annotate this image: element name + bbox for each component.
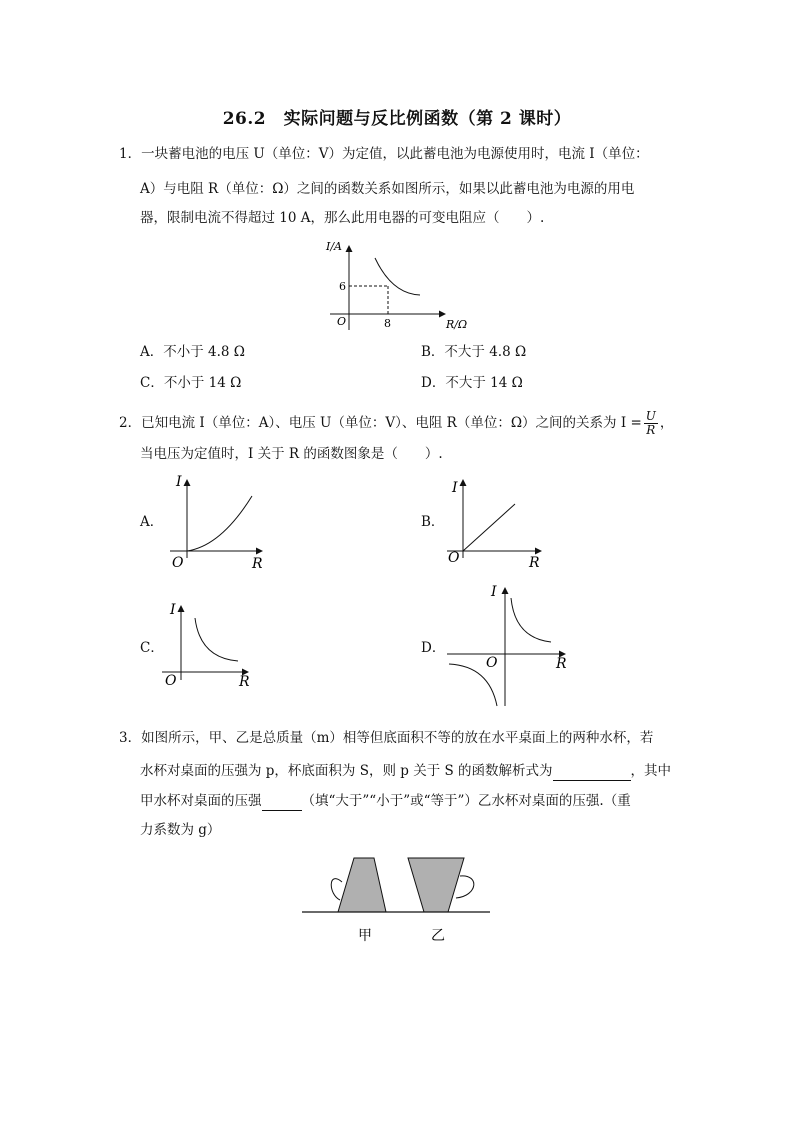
q3-answer-blank-2[interactable] bbox=[262, 796, 302, 811]
q2b-origin: O bbox=[448, 550, 460, 566]
q1-origin: O bbox=[337, 315, 347, 328]
q2-line-1 bbox=[119, 410, 673, 437]
q3-line-2 bbox=[140, 761, 671, 781]
q1-option-d[interactable]: D．不大于 14 Ω bbox=[421, 375, 523, 391]
cup-yi bbox=[408, 858, 464, 912]
q2d-y-label: I bbox=[491, 584, 497, 600]
q1-graph bbox=[320, 232, 480, 336]
q2a-curve bbox=[187, 496, 252, 551]
q1-curve bbox=[375, 258, 420, 295]
q2c-curve bbox=[195, 618, 238, 661]
q2d-curve-q1 bbox=[511, 598, 551, 642]
q1-option-a[interactable]: A．不小于 4.8 Ω bbox=[140, 344, 245, 360]
q3-answer-blank-1[interactable] bbox=[553, 766, 631, 781]
q1-y-label: I/A bbox=[326, 240, 342, 253]
q1-x-tick: 8 bbox=[384, 317, 391, 330]
q2a-origin: O bbox=[172, 555, 184, 571]
q2a-y-label: I bbox=[176, 474, 182, 490]
q2-graph-c[interactable] bbox=[160, 598, 260, 692]
q3-line-3-text-a: 甲水杯对桌面的压强 bbox=[140, 793, 262, 809]
q2-option-c-label[interactable]: C． bbox=[140, 640, 164, 656]
q2a-x-label: R bbox=[252, 556, 263, 572]
q3-line-2-text-a: 水杯对桌面的压强为 p，杯底面积为 S，则 p 关于 S 的函数解析式为 bbox=[140, 763, 553, 779]
q2-graph-a[interactable] bbox=[166, 470, 276, 572]
q2c-origin: O bbox=[165, 673, 177, 689]
q1-option-c[interactable]: C．不小于 14 Ω bbox=[140, 375, 242, 391]
q2-option-b-label[interactable]: B． bbox=[421, 514, 445, 530]
q1-line-3: 器，限制电流不得超过 10 A，那么此用电器的可变电阻应（ ）. bbox=[140, 210, 545, 226]
q3-line-3 bbox=[140, 791, 631, 811]
q2b-line bbox=[463, 504, 515, 551]
q1-line-1: 1．一块蓄电池的电压 U（单位：V）为定值，以此蓄电池为电源使用时，电流 I（单位： bbox=[119, 146, 649, 162]
cup-yi-handle bbox=[456, 876, 474, 898]
q2-option-a-label[interactable]: A． bbox=[140, 514, 164, 530]
fraction-denominator: R bbox=[646, 423, 656, 437]
q2-line-1-end: ， bbox=[659, 415, 674, 431]
q1-option-b[interactable]: B．不大于 4.8 Ω bbox=[421, 344, 527, 360]
q2-line-2: 当电压为定值时，I 关于 R 的函数图象是（ ）. bbox=[140, 446, 443, 462]
cup-jia-handle bbox=[331, 879, 342, 900]
q2c-y-label: I bbox=[170, 602, 176, 618]
q2d-origin: O bbox=[486, 655, 498, 671]
q1-line-2: A）与电阻 R（单位：Ω）之间的函数关系如图所示，如果以此蓄电池为电源的用电 bbox=[140, 181, 635, 197]
page-title: 26.2 实际问题与反比例函数（第 2 课时） bbox=[222, 109, 572, 129]
q3-line-1: 3．如图所示，甲、乙是总质量（m）相等但底面积不等的放在水平桌面上的两种水杯，若 bbox=[119, 730, 654, 746]
q3-cups-figure bbox=[298, 848, 498, 948]
q2-graph-b[interactable] bbox=[445, 472, 555, 572]
fraction-numerator: U bbox=[645, 409, 656, 423]
q2-graph-d[interactable] bbox=[445, 582, 575, 710]
q3-line-4: 力系数为 g） bbox=[140, 822, 221, 838]
label-yi: 乙 bbox=[431, 928, 445, 944]
q1-y-tick: 6 bbox=[339, 280, 346, 293]
cup-jia bbox=[338, 858, 386, 912]
q2c-x-label: R bbox=[239, 674, 250, 690]
q3-line-2-text-b: ，其中 bbox=[630, 763, 672, 779]
q2d-x-label: R bbox=[556, 656, 567, 672]
q1-x-label: R/Ω bbox=[446, 318, 468, 331]
q3-line-3-text-b: （填“大于”“小于”或“等于”）乙水杯对桌面的压强.（重 bbox=[301, 793, 631, 809]
q2b-y-label: I bbox=[452, 480, 458, 496]
formula-fraction bbox=[644, 410, 658, 437]
q2-line-1-text: 2．已知电流 I（单位：A）、电压 U（单位：V）、电阻 R（单位：Ω）之间的关系为 I = bbox=[119, 415, 642, 431]
q2-option-d-label[interactable]: D． bbox=[421, 640, 446, 656]
label-jia: 甲 bbox=[358, 928, 372, 944]
q2b-x-label: R bbox=[529, 555, 540, 571]
